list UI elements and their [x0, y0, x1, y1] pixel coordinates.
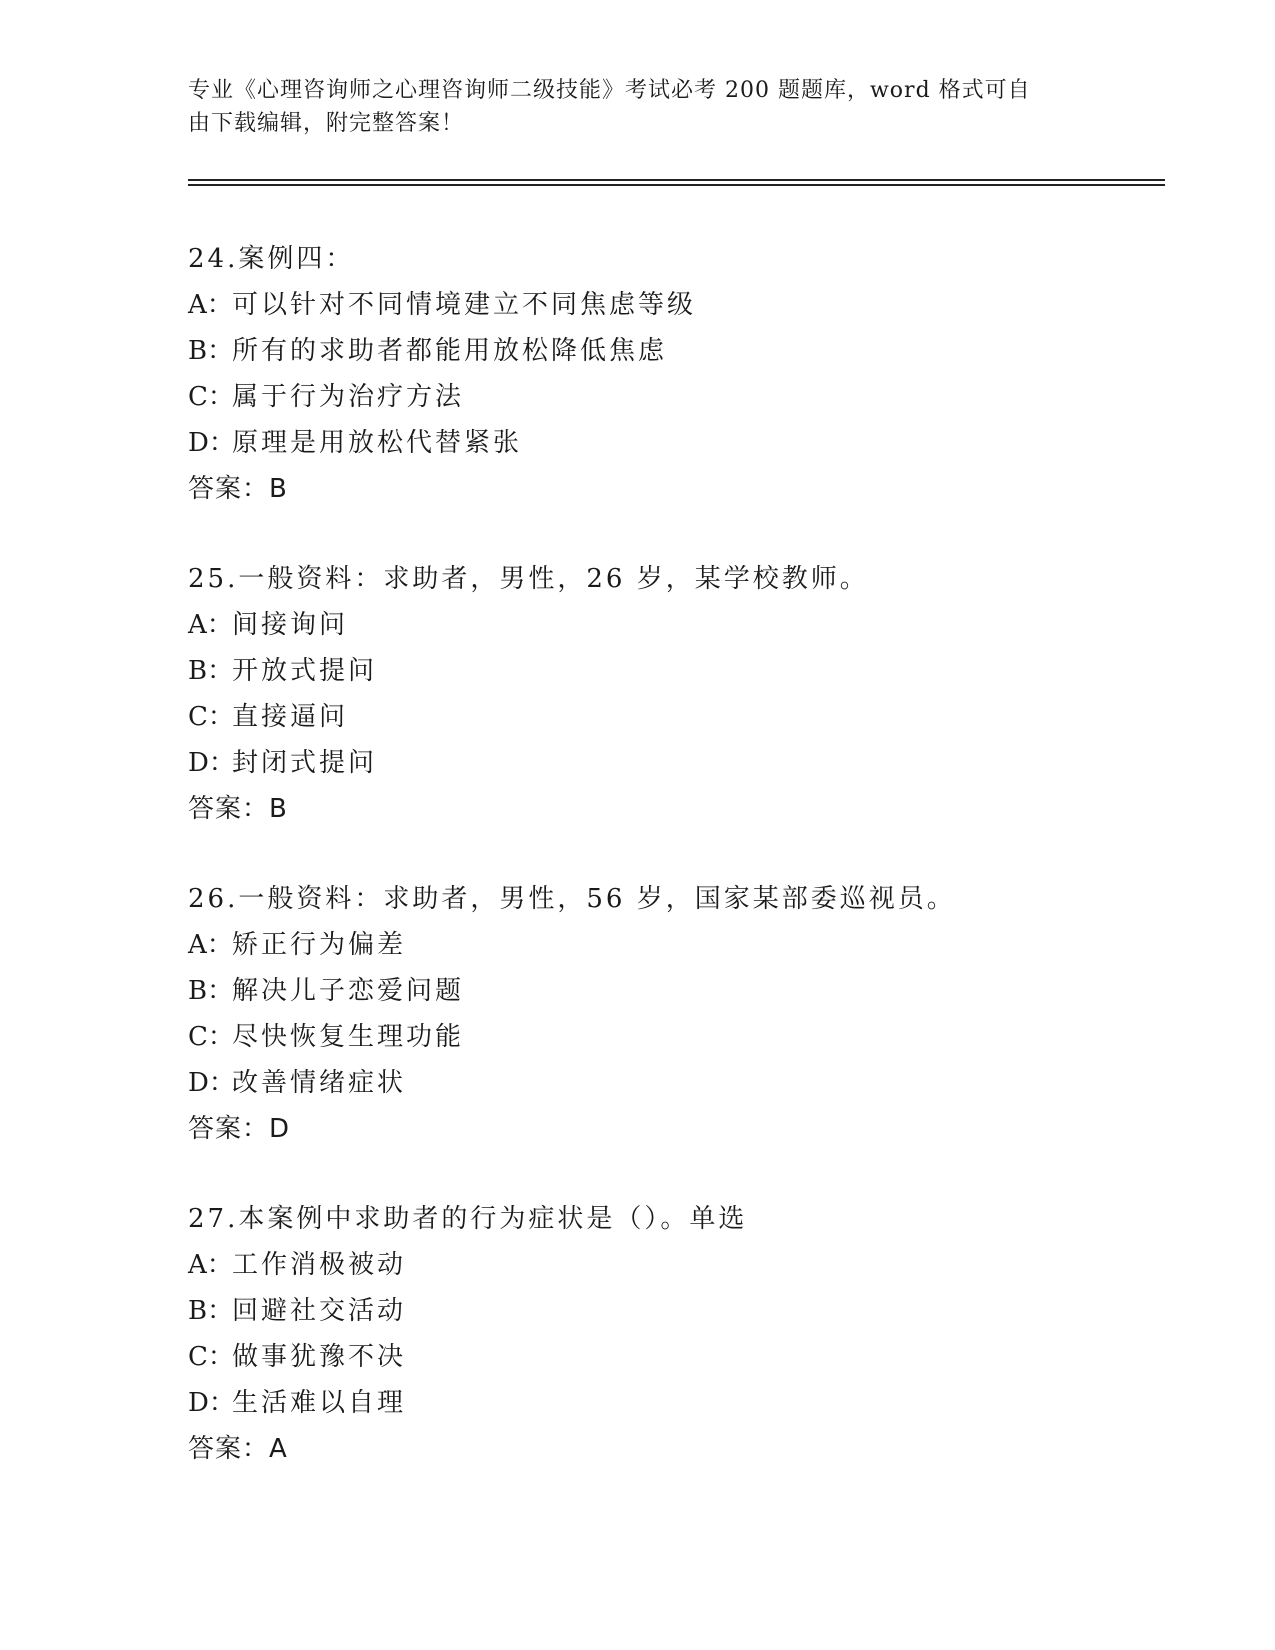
- option-letter: A：: [188, 290, 233, 320]
- option-a: [188, 1242, 1148, 1288]
- header-divider-bottom: [188, 184, 1165, 186]
- option-letter: B：: [188, 1296, 234, 1326]
- option-b: [188, 968, 1148, 1014]
- option-text: 尽快恢复生理功能: [232, 1022, 465, 1052]
- option-text: 做事犹豫不决: [232, 1342, 407, 1372]
- option-letter: C：: [188, 702, 234, 732]
- option-letter: B：: [188, 976, 234, 1006]
- option-text: 开放式提问: [232, 656, 378, 686]
- document-header: [188, 74, 1068, 140]
- question-25: [188, 556, 1148, 876]
- option-c: [188, 1334, 1148, 1380]
- answer-line: 答案：B: [188, 474, 288, 504]
- option-b: [188, 328, 1148, 374]
- question-26: [188, 876, 1148, 1196]
- option-letter: A：: [188, 610, 233, 640]
- option-c: [188, 1014, 1148, 1060]
- option-b: [188, 648, 1148, 694]
- answer-line: 答案：A: [188, 1434, 288, 1464]
- option-letter: D：: [188, 428, 235, 458]
- option-d: [188, 1060, 1148, 1106]
- question-list: [188, 236, 1148, 1516]
- option-text: 直接逼问: [232, 702, 349, 732]
- option-letter: D：: [188, 1068, 235, 1098]
- option-text: 原理是用放松代替紧张: [232, 428, 523, 458]
- answer-line: 答案：D: [188, 1114, 291, 1144]
- option-text: 矫正行为偏差: [232, 930, 407, 960]
- option-a: [188, 602, 1148, 648]
- option-text: 封闭式提问: [232, 748, 378, 778]
- option-text: 解决儿子恋爱问题: [232, 976, 465, 1006]
- answer-line: 答案：B: [188, 794, 288, 824]
- option-text: 改善情绪症状: [232, 1068, 407, 1098]
- option-letter: C：: [188, 1342, 234, 1372]
- option-d: [188, 740, 1148, 786]
- option-letter: A：: [188, 1250, 233, 1280]
- option-d: [188, 420, 1148, 466]
- question-27: [188, 1196, 1148, 1516]
- option-text: 属于行为治疗方法: [232, 382, 465, 412]
- option-text: 生活难以自理: [232, 1388, 407, 1418]
- header-line-1: 专业《心理咨询师之心理咨询师二级技能》考试必考 200 题题库，word 格式可自: [188, 78, 1031, 103]
- option-c: [188, 374, 1148, 420]
- question-stem: 24.案例四：: [188, 244, 355, 274]
- option-text: 可以针对不同情境建立不同焦虑等级: [232, 290, 697, 320]
- option-c: [188, 694, 1148, 740]
- option-letter: A：: [188, 930, 233, 960]
- option-letter: D：: [188, 748, 235, 778]
- option-letter: B：: [188, 336, 234, 366]
- option-letter: D：: [188, 1388, 235, 1418]
- option-a: [188, 922, 1148, 968]
- option-letter: C：: [188, 382, 234, 412]
- option-text: 所有的求助者都能用放松降低焦虑: [232, 336, 668, 366]
- option-text: 间接询问: [232, 610, 349, 640]
- option-letter: C：: [188, 1022, 234, 1052]
- option-text: 工作消极被动: [232, 1250, 407, 1280]
- header-divider-top: [188, 179, 1165, 181]
- option-letter: B：: [188, 656, 234, 686]
- option-text: 回避社交活动: [232, 1296, 407, 1326]
- question-stem: 25.一般资料：求助者，男性，26 岁，某学校教师。: [188, 564, 869, 594]
- question-stem: 27.本案例中求助者的行为症状是（）。单选: [188, 1204, 748, 1234]
- option-d: [188, 1380, 1148, 1426]
- header-line-2: 由下载编辑，附完整答案！: [188, 111, 465, 136]
- option-b: [188, 1288, 1148, 1334]
- option-a: [188, 282, 1148, 328]
- question-stem: 26.一般资料：求助者，男性，56 岁，国家某部委巡视员。: [188, 884, 956, 914]
- question-24: [188, 236, 1148, 556]
